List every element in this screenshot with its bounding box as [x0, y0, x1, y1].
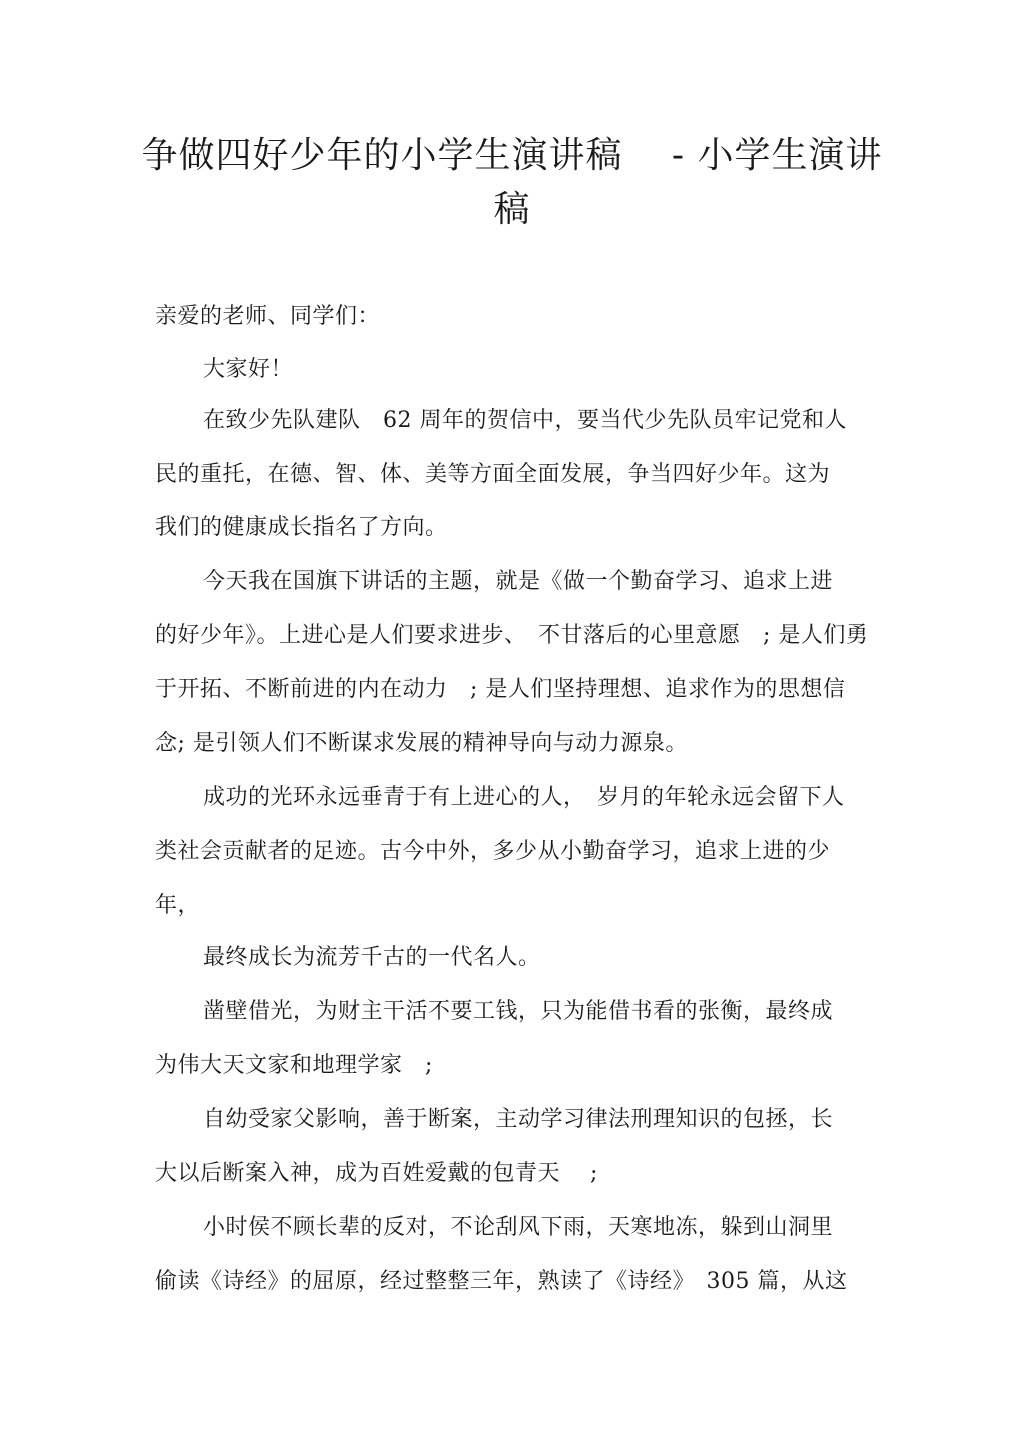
greeting: 大家好！ — [203, 357, 294, 382]
paragraph-line: 年， — [155, 893, 201, 918]
paragraph-line: 今天我在国旗下讲话的主题，就是《做一个勤奋学习、追求上进 — [203, 569, 834, 594]
paragraph-line: 自幼受家父影响，善于断案，主动学习律法刑理知识的包拯，长 — [203, 1107, 834, 1132]
paragraph-line: 在致少先队建队 62 周年的贺信中，要当代少先队员牢记党和人 — [203, 408, 847, 433]
paragraph-line: 民的重托，在德、智、体、美等方面全面发展，争当四好少年。这为 — [155, 462, 831, 487]
paragraph-line: 成功的光环永远垂青于有上进心的人， 岁月的年轮永远会留下人 — [203, 785, 845, 810]
salutation: 亲爱的老师、同学们： — [155, 304, 381, 329]
paragraph-line: 类社会贡献者的足迹。古今中外，多少从小勤奋学习，追求上进的少 — [155, 839, 831, 864]
paragraph-line: 偷读《诗经》的屈原，经过整整三年，熟读了《诗经》 305 篇，从这 — [155, 1269, 848, 1294]
paragraph-line: 念; 是引领人们不断谋求发展的精神导向与动力源泉。 — [155, 731, 688, 756]
paragraph-line: 大以后断案入神，成为百姓爱戴的包青天 ; — [155, 1161, 598, 1186]
paragraph-line: 于开拓、不断前进的内在动力 ; 是人们坚持理想、追求作为的思想信 — [155, 677, 846, 702]
paragraph-line: 小时侯不顾长辈的反对，不论刮风下雨，天寒地冻，躲到山洞里 — [203, 1215, 834, 1240]
document-title: 争做四好少年的小学生演讲稿 - 小学生演讲 — [141, 135, 883, 176]
paragraph-line: 的好少年》。上进心是人们要求进步、 不甘落后的心里意愿 ; 是人们勇 — [155, 623, 869, 648]
paragraph-line: 我们的健康成长指名了方向。 — [155, 515, 448, 540]
paragraph-line: 最终成长为流芳千古的一代名人。 — [203, 945, 541, 970]
paragraph-line: 凿壁借光，为财主干活不要工钱，只为能借书看的张衡，最终成 — [203, 999, 834, 1024]
document-title-continued: 稿 — [493, 189, 531, 230]
paragraph-line: 为伟大天文家和地理学家 ; — [155, 1053, 433, 1078]
